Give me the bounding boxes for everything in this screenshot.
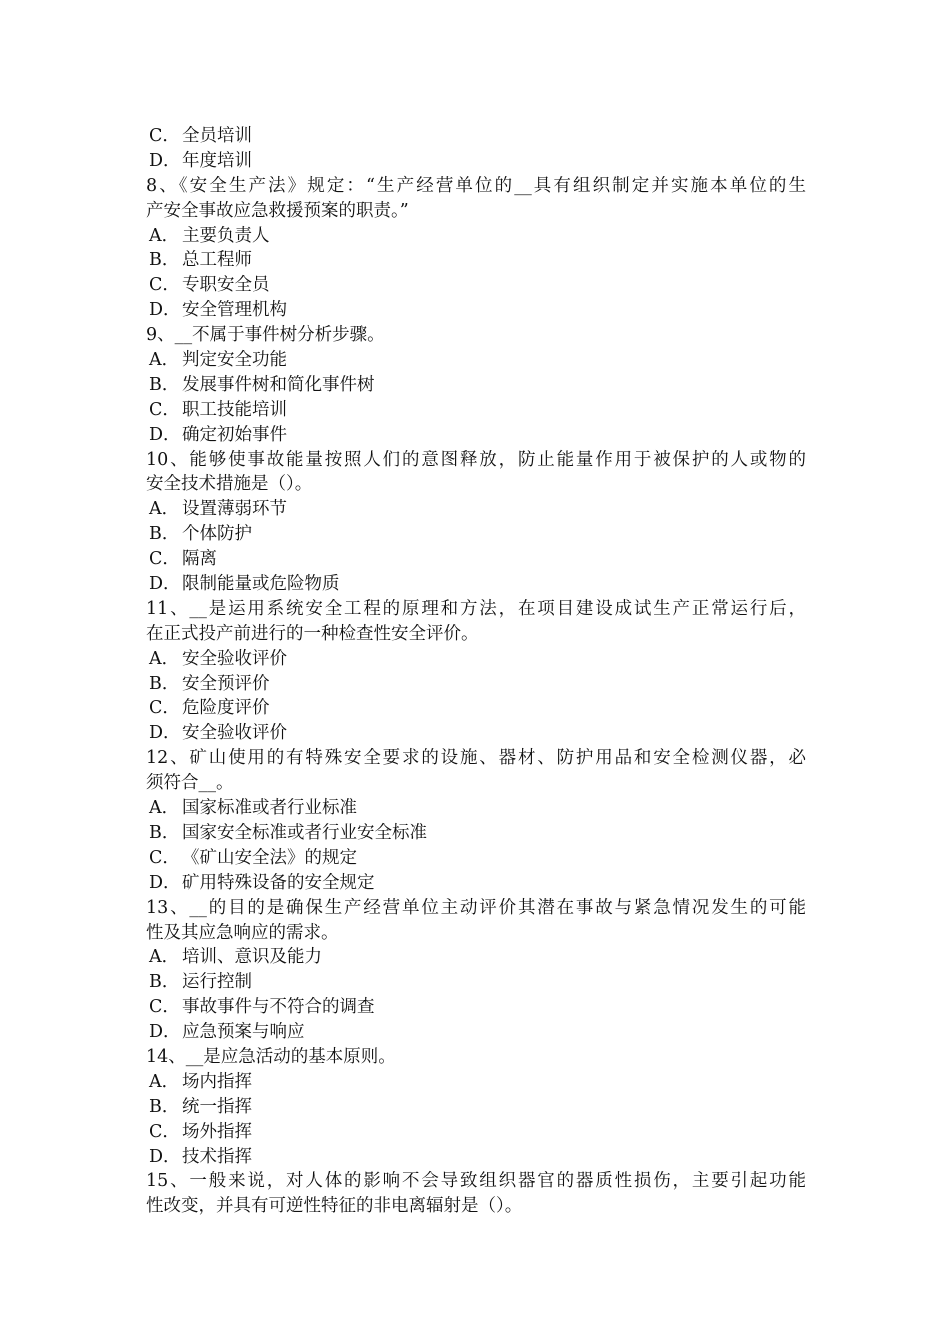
option-label: B． [149, 1096, 180, 1117]
option-text: 个体防护 [182, 524, 252, 545]
option-text: 场外指挥 [182, 1121, 252, 1142]
option-text: 限制能量或危险物质 [182, 574, 340, 595]
option-text: 应急预案与响应 [182, 1022, 305, 1043]
answer-option [146, 224, 806, 249]
answer-option [146, 696, 806, 721]
option-text: 事故事件与不符合的调查 [182, 997, 375, 1018]
option-text: 矿用特殊设备的安全规定 [182, 872, 375, 893]
answer-option [146, 373, 806, 398]
option-label: C． [149, 275, 180, 296]
answer-option [146, 721, 806, 746]
option-label: B． [149, 250, 180, 271]
answer-option [146, 1095, 806, 1120]
question-text-line: 9、__不属于事件树分析步骤。 [146, 325, 385, 346]
answer-option [146, 672, 806, 697]
option-label: D． [149, 1146, 181, 1167]
question-text-line: 产安全事故应急救援预案的职责。” [146, 200, 409, 221]
option-text: 场内指挥 [182, 1071, 252, 1092]
answer-option [146, 248, 806, 273]
document-page [146, 124, 806, 1219]
option-label: B． [149, 673, 180, 694]
question-text-line: 在正式投产前进行的一种检查性安全评价。 [146, 623, 479, 644]
option-label: C． [149, 997, 180, 1018]
option-label: B． [149, 972, 180, 993]
option-text: 发展事件树和简化事件树 [182, 374, 375, 395]
answer-option [146, 871, 806, 896]
answer-option [146, 522, 806, 547]
question-text-line: 8、《安全生产法》规定：“生产经营单位的__具有组织制定并实施本单位的生 [146, 175, 806, 196]
answer-option [146, 423, 806, 448]
option-text: 总工程师 [182, 250, 252, 271]
option-text: 判定安全功能 [182, 350, 287, 371]
option-label: D． [149, 723, 181, 744]
answer-option [146, 149, 806, 174]
answer-option [146, 945, 806, 970]
answer-option [146, 273, 806, 298]
answer-option [146, 298, 806, 323]
option-text: 专职安全员 [182, 275, 270, 296]
answer-option [146, 1145, 806, 1170]
option-label: C． [149, 399, 180, 420]
option-text: 危险度评价 [182, 698, 270, 719]
option-label: B． [149, 374, 180, 395]
option-label: A． [149, 947, 180, 968]
option-label: C． [149, 1121, 180, 1142]
option-text: 职工技能培训 [182, 399, 287, 420]
question-text-line: 11、__是运用系统安全工程的原理和方法，在项目建设成试生产正常运行后， [146, 598, 806, 619]
option-label: D． [149, 424, 181, 445]
question-text-line: 性及其应急响应的需求。 [146, 922, 339, 943]
option-label: A． [149, 798, 180, 819]
option-label: D． [149, 300, 181, 321]
option-label: D． [149, 150, 181, 171]
option-text: 安全验收评价 [182, 723, 287, 744]
option-label: C． [149, 549, 180, 570]
option-text: 安全管理机构 [182, 300, 287, 321]
option-text: 运行控制 [182, 972, 252, 993]
option-label: A． [149, 499, 180, 520]
answer-option [146, 497, 806, 522]
option-label: A． [149, 225, 180, 246]
option-text: 技术指挥 [182, 1146, 252, 1167]
option-label: C． [149, 126, 180, 146]
answer-option [146, 821, 806, 846]
answer-option [146, 124, 806, 149]
option-label: B． [149, 524, 180, 545]
option-label: A． [149, 648, 180, 669]
answer-option [146, 647, 806, 672]
option-label: D． [149, 1022, 181, 1043]
question-text-line: 10、能够使事故能量按照人们的意图释放，防止能量作用于被保护的人或物的 [146, 449, 806, 470]
answer-option [146, 1020, 806, 1045]
option-text: 确定初始事件 [182, 424, 287, 445]
option-text: 隔离 [182, 549, 217, 570]
option-text: 全员培训 [182, 126, 252, 146]
answer-option [146, 970, 806, 995]
answer-option [146, 547, 806, 572]
answer-option [146, 398, 806, 423]
option-text: 国家安全标准或者行业安全标准 [182, 822, 427, 843]
option-label: B． [149, 822, 180, 843]
option-label: D． [149, 872, 181, 893]
option-text: 培训、意识及能力 [182, 947, 322, 968]
answer-option [146, 572, 806, 597]
answer-option [146, 348, 806, 373]
question-text-line: 14、__是应急活动的基本原则。 [146, 1046, 396, 1067]
option-text: 主要负责人 [182, 225, 270, 246]
option-text: 设置薄弱环节 [182, 499, 287, 520]
question-text-line: 安全技术措施是（）。 [146, 474, 313, 495]
question-text-line: 15、一般来说，对人体的影响不会导致组织器官的器质性损伤，主要引起功能 [146, 1171, 806, 1192]
question-text-line: 13、__的目的是确保生产经营单位主动评价其潜在事故与紧急情况发生的可能 [146, 897, 806, 918]
question-text-line: 须符合__。 [146, 773, 234, 794]
option-text: 安全预评价 [182, 673, 270, 694]
answer-option [146, 846, 806, 871]
question-text-line: 12、矿山使用的有特殊安全要求的设施、器材、防护用品和安全检测仪器，必 [146, 748, 806, 769]
option-text: 《矿山安全法》的规定 [182, 847, 357, 868]
option-label: A． [149, 1071, 180, 1092]
answer-option [146, 796, 806, 821]
answer-option [146, 1120, 806, 1145]
option-text: 国家标准或者行业标准 [182, 798, 357, 819]
answer-option [146, 995, 806, 1020]
option-text: 年度培训 [182, 150, 252, 171]
option-label: C． [149, 847, 180, 868]
option-text: 安全验收评价 [182, 648, 287, 669]
option-text: 统一指挥 [182, 1096, 252, 1117]
question-text-line: 性改变，并具有可逆性特征的非电离辐射是（）。 [146, 1196, 523, 1217]
answer-option [146, 1070, 806, 1095]
option-label: C． [149, 698, 180, 719]
option-label: D． [149, 574, 181, 595]
option-label: A． [149, 350, 180, 371]
